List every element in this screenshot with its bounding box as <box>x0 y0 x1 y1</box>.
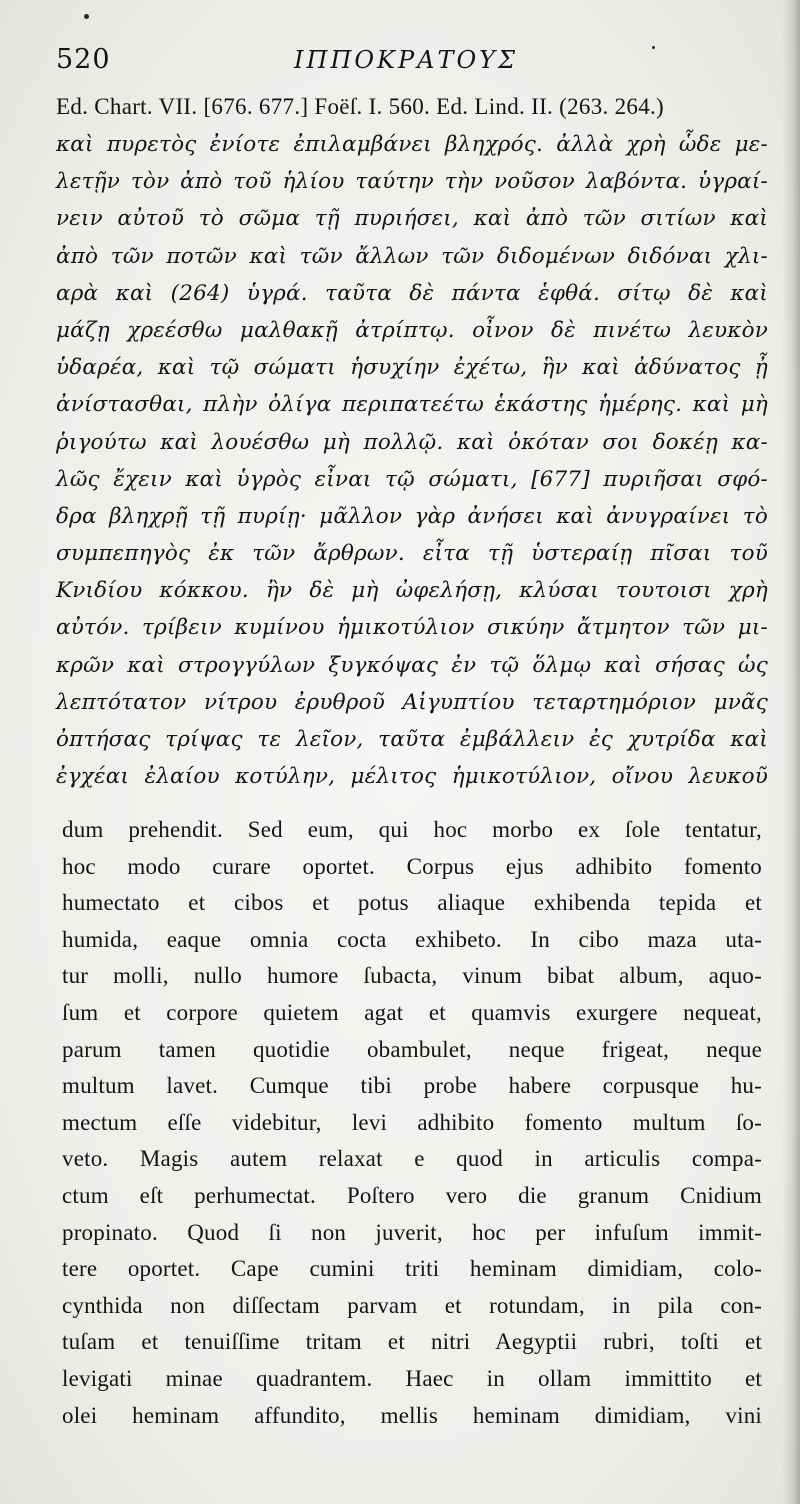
greek-text-line: δρα βληχρῇ τῇ πυρίῃ· μᾶλλον γὰρ ἀνήσει καὶ ἀνυγραίνει τὸ <box>56 503 768 529</box>
greek-text-line: μάζῃ χρεέσθω μαλθακῇ ἀτρίπτῳ. οἶνον δὲ πινέτω λευκὸν <box>56 317 768 343</box>
latin-text-line: humida, eaque omnia cocta exhibeto. In cibo maza uta- <box>62 926 762 952</box>
latin-text-line: dum prehendit. Sed eum, qui hoc morbo ex ſole tentatur, <box>62 817 762 842</box>
greek-text-block <box>56 126 768 795</box>
latin-text-line: parum tamen quotidie obambulet, neque frigeat, neque <box>62 1036 762 1062</box>
latin-text-line: propinato. Quod ſi non juverit, hoc per infuſum immit- <box>62 1219 762 1245</box>
greek-text-line: ἀνίστασθαι, πλὴν ὀλίγα περιπατεέτω ἑκάστης ἡμέρης. καὶ μὴ <box>56 392 768 418</box>
greek-text-line: Κνιδίου κόκκου. ἢν δὲ μὴ ὠφελήσῃ, κλύσαι τουτοισι χρὴ <box>56 578 768 604</box>
greek-text-line: ῥιγούτω καὶ λουέσθω μὴ πολλῷ. καὶ ὁκόταν σοι δοκέῃ κα- <box>56 429 768 455</box>
greek-text-line: αρὰ καὶ (264) ὑγρά. ταῦτα δὲ πάντα ἑφθά. σίτῳ δὲ καὶ <box>56 280 768 306</box>
greek-text-line: ὑδαρέα, καὶ τῷ σώματι ἡσυχίην ἐχέτω, ἣν καὶ ἀδύνατος ᾖ <box>56 355 768 381</box>
page-header <box>56 44 756 88</box>
greek-text-line: ἐγχέαι ἐλαίου κοτύλην, μέλιτος ἡμικοτύλιον, οἴνου λευκοῦ <box>56 764 768 790</box>
latin-text-line: veto. Magis autem relaxat e quod in articulis compa- <box>62 1146 762 1172</box>
latin-text-line: tuſam et tenuiſſime tritam et nitri Aegyptii rubri, toſti et <box>62 1329 762 1355</box>
greek-text-line: συμπεπηγὸς ἐκ τῶν ἄρθρων. εἶτα τῇ ὑστεραίῃ πῖσαι τοῦ <box>56 541 768 567</box>
greek-text-line: λετῇν τὸν ἀπὸ τοῦ ἡλίου ταύτην τὴν νοῦσον λαβόντα. ὑγραί- <box>56 169 768 195</box>
latin-text-line: multum lavet. Cumque tibi probe habere corpusque hu- <box>62 1073 762 1099</box>
latin-text-line: hoc modo curare oportet. Corpus ejus adhibito fomento <box>62 853 762 879</box>
greek-text-line: ὀπτήσας τρίψας τε λεῖον, ταῦτα ἐμβάλλειν ἐς χυτρίδα καὶ <box>56 727 768 752</box>
page-edge-shadow <box>782 0 800 1504</box>
page-number: 520 <box>56 44 111 75</box>
latin-text-line: cynthida non diſſectam parvam et rotundam, in pila con- <box>62 1292 762 1318</box>
greek-text-line: λεπτότατον νίτρου ἐρυθροῦ Αἰγυπτίου τεταρτημόριον μνᾶς <box>56 689 768 715</box>
latin-text-line: ctum eſt perhumectat. Poſtero vero die granum Cnidium <box>62 1182 762 1208</box>
latin-translation-block <box>62 812 762 1434</box>
greek-text-line: ἀπὸ τῶν ποτῶν καὶ τῶν ἄλλων τῶν διδομένων διδόναι χλι- <box>56 243 768 269</box>
greek-text-line: αὐτόν. τρίβειν κυμίνου ἡμικοτύλιον σικύην ἄτμητον τῶν μι- <box>56 615 768 641</box>
latin-text-line: mectum eſſe videbitur, levi adhibito fomento multum ſo- <box>62 1109 762 1135</box>
latin-text-line: tur molli, nullo humore ſubacta, vinum bibat album, aquo- <box>62 963 762 989</box>
latin-text-line: humectato et cibos et potus aliaque exhibenda tepida et <box>62 890 762 916</box>
latin-text-line: tere oportet. Cape cumini triti heminam dimidiam, colo- <box>62 1256 762 1282</box>
greek-text-line: λῶς ἔχειν καὶ ὑγρὸς εἶναι τῷ σώματι, [677] πυριῆσαι σφό- <box>56 466 768 492</box>
greek-text-line: νειν αὐτοῦ τὸ σῶμα τῇ πυριήσει, καὶ ἀπὸ τῶν σιτίων καὶ <box>56 206 768 232</box>
ink-speck <box>84 14 89 19</box>
latin-text-line: levigati minae quadrantem. Haec in ollam immittito et <box>62 1365 762 1391</box>
edition-reference-line: Ed. Chart. VII. [676. 677.] Foëſ. I. 560. Ed. Lind. II. (263. 264.) <box>56 94 665 119</box>
greek-text-line: κρῶν καὶ στρογγύλων ξυγκόψας ἐν τῷ ὅλμῳ καὶ σήσας ὡς <box>56 652 768 678</box>
latin-text-line: olei heminam affundito, mellis heminam dimidiam, vini <box>62 1402 762 1428</box>
latin-text-line: ſum et corpore quietem agat et quamvis exurgere nequeat, <box>62 999 762 1025</box>
greek-text-line: καὶ πυρετὸς ἐνίοτε ἐπιλαμβάνει βληχρός. ἀλλὰ χρὴ ὧδε με- <box>56 132 768 157</box>
running-head: ΙΠΠΟΚΡΑΤΟΥΣ <box>294 46 518 74</box>
